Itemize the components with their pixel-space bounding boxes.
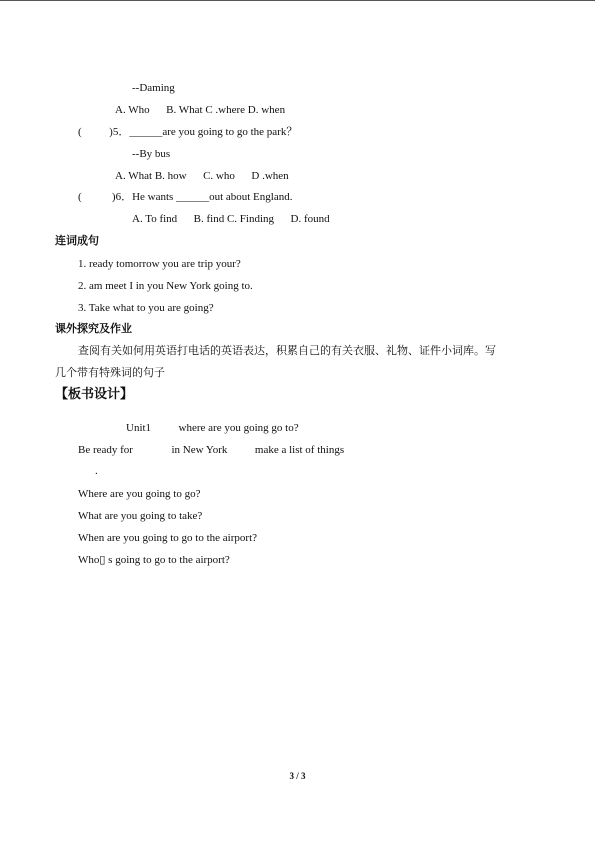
homework-line-1: 查阅有关如何用英语打电话的英语表达，积累自己的有关衣服、礼物、证件小词库。写 bbox=[78, 344, 496, 357]
homework-heading: 课外探究及作业 bbox=[55, 322, 132, 335]
q4-options: A. Who B. What C .where D. when bbox=[115, 104, 286, 116]
board-sentence-3: When are you going to go to the airport? bbox=[78, 532, 258, 544]
q6-stem: ( )6．He wants ______out about England. bbox=[78, 191, 293, 203]
q6-options: A. To find B. find C. Finding D. found bbox=[132, 213, 330, 225]
sentence-building-heading: 连词成句 bbox=[55, 234, 99, 247]
q4-answer: --Daming bbox=[132, 82, 175, 94]
sentence-item-1: 1. ready tomorrow you are trip your? bbox=[78, 258, 241, 270]
board-dot: . bbox=[95, 465, 98, 477]
board-design-heading: 【板书设计】 bbox=[55, 387, 134, 402]
q5-stem: ( )5．______are you going to go the park？ bbox=[78, 126, 298, 138]
q5-answer: --By bus bbox=[132, 148, 171, 160]
top-border bbox=[0, 0, 595, 1]
board-sentence-4: Who▯ s going to go to the airport? bbox=[78, 554, 230, 566]
homework-line-2: 几个带有特殊词的句子 bbox=[55, 366, 165, 379]
board-sentence-1: Where are you going to go? bbox=[78, 488, 201, 500]
board-sentence-2: What are you going to take? bbox=[78, 510, 203, 522]
sentence-item-3: 3. Take what to you are going? bbox=[78, 302, 214, 314]
board-unit-line: Unit1 where are you going go to? bbox=[126, 422, 299, 434]
board-phrases-line: Be ready for in New York make a list of things bbox=[78, 444, 345, 456]
q5-options: A. What B. how C. who D .when bbox=[115, 170, 289, 182]
page-number: 3 / 3 bbox=[289, 771, 306, 781]
sentence-item-2: 2. am meet I in you New York going to. bbox=[78, 280, 253, 292]
